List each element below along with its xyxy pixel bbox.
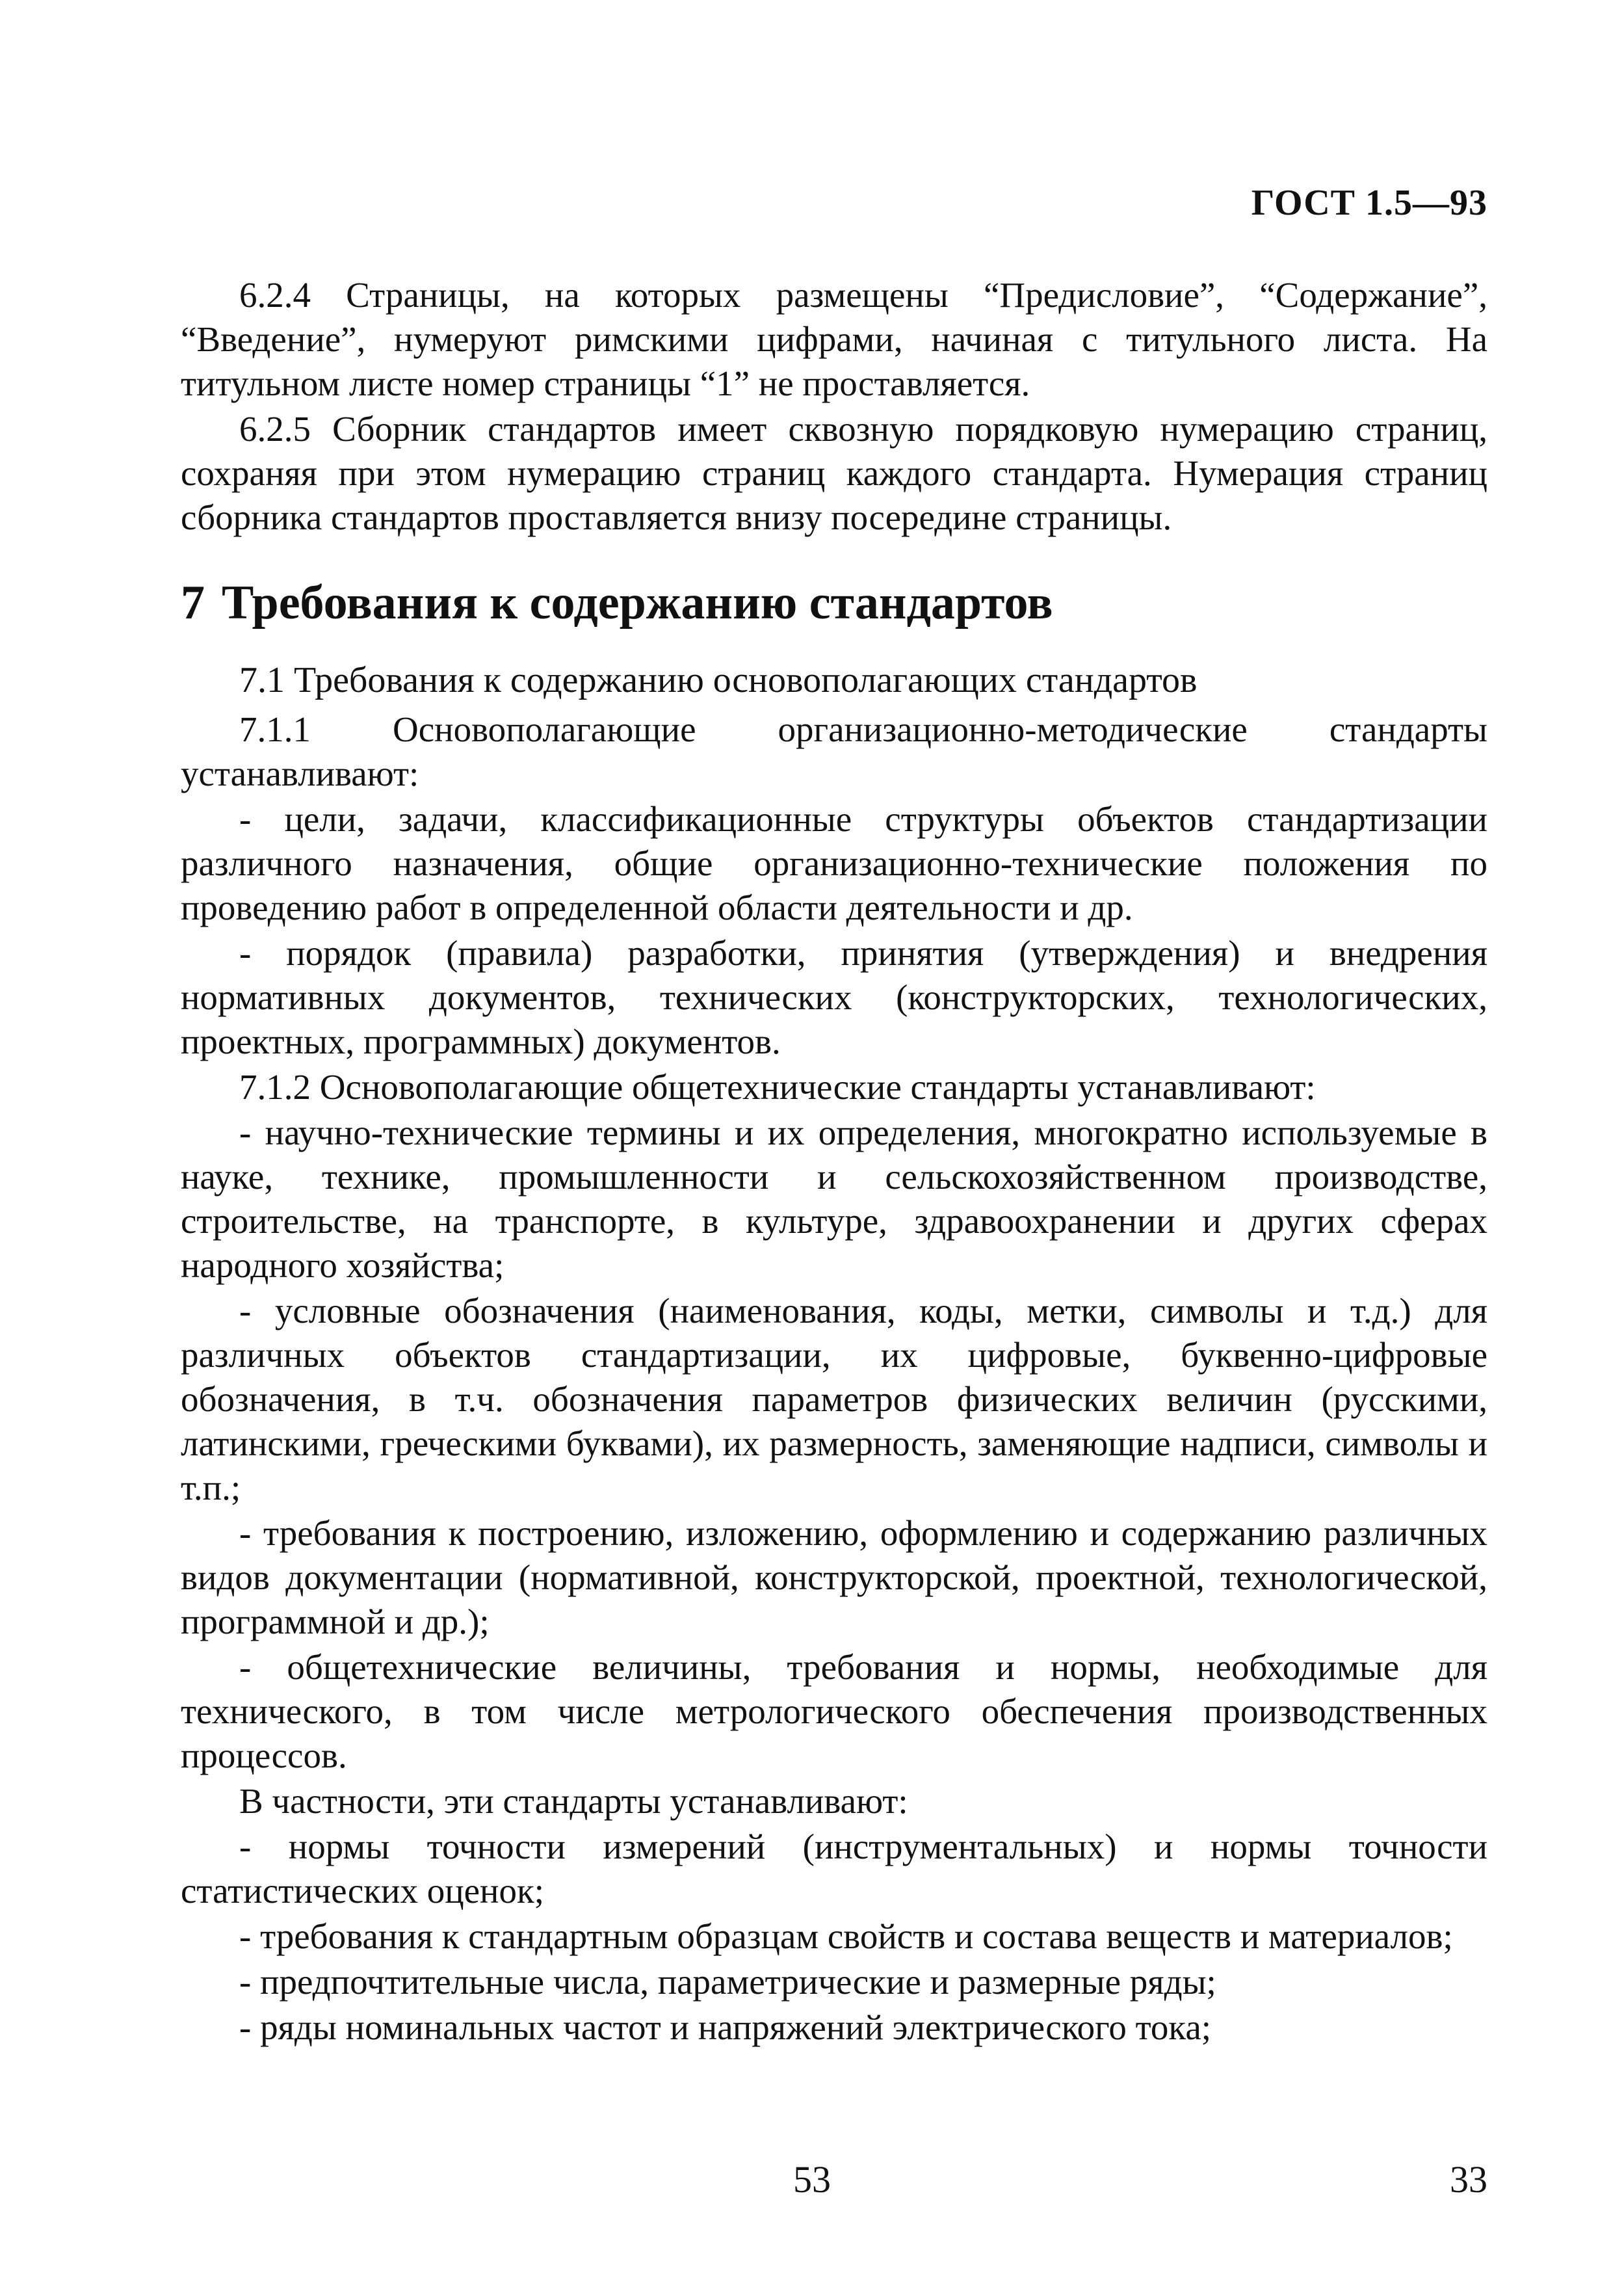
paragraph-in-particular: В частности, эти стандарты устанавливают: xyxy=(239,1781,908,1821)
subsection-heading: 7.1 Требования к содержанию основополагающих стандартов xyxy=(239,660,1198,700)
list-item: - порядок (правила) разработки, принятия (утверждения) и внедрения нормативных документов, технических (конструкторских, технологических, проектных, программных) документов. xyxy=(181,933,1487,1061)
page-number-center: 53 xyxy=(793,2158,831,2201)
list-item: - цели, задачи, классификационные структуры объектов стандартизации различного назначения, общие организационно-технические положения по проведению работ в определенной области деятельности и др. xyxy=(181,799,1487,927)
paragraph-7-1-1: 7.1.1 Основополагающие организационно-методические стандарты устанавливают: xyxy=(181,709,1487,793)
list-item: - требования к стандартным образцам свойств и состава веществ и материалов; xyxy=(239,1916,1453,1956)
section-title: Требования к содержанию стандартов xyxy=(222,576,1053,629)
page-number-right: 33 xyxy=(1450,2158,1487,2201)
document-header: ГОСТ 1.5—93 xyxy=(1251,183,1487,223)
paragraph-6-2-5: 6.2.5 Сборник стандартов имеет сквозную порядковую нумерацию страниц, сохраняя при этом нумерацию страниц каждого стандарта. Нумерация страниц сборника стандартов проставляется внизу посередине страницы. xyxy=(181,409,1487,537)
list-item: - условные обозначения (наименования, коды, метки, символы и т.д.) для различных объектов стандартизации, их цифровые, буквенно-цифровые обозначения, в т.ч. обозначения параметров физических величин (русскими, латинскими, греческими буквами), их размерность, заменяющие надписи, символы и т.п.; xyxy=(181,1291,1487,1507)
paragraph-6-2-4: 6.2.4 Страницы, на которых размещены “Предисловие”, “Содержание”, “Введение”, нумеруют римскими цифрами, начиная с титульного листа. На титульном листе номер страницы “1” не проставляется. xyxy=(181,275,1487,403)
paragraph-7-1-2: 7.1.2 Основополагающие общетехнические стандарты устанавливают: xyxy=(239,1067,1316,1107)
list-item: - нормы точности измерений (инструментальных) и нормы точности статистических оценок; xyxy=(181,1827,1487,1911)
list-item: - ряды номинальных частот и напряжений электрического тока; xyxy=(239,2007,1212,2047)
list-item: - общетехнические величины, требования и нормы, необходимые для технического, в том числе метрологического обеспечения производственных процессов. xyxy=(181,1647,1487,1775)
list-item: - предпочтительные числа, параметрические и размерные ряды; xyxy=(239,1962,1216,2002)
page-body xyxy=(181,273,1487,2051)
list-item: - научно-технические термины и их определения, многократно используемые в науке, технике, промышленности и сельскохозяйственном производстве, строительстве, на транспорте, в культуре, здравоохранении и других сферах народного хозяйства; xyxy=(181,1113,1487,1285)
list-item: - требования к построению, изложению, оформлению и содержанию различных видов документации (нормативной, конструкторской, проектной, технологической, программной и др.); xyxy=(181,1513,1487,1641)
section-number: 7 xyxy=(181,576,205,629)
section-heading xyxy=(181,574,1487,632)
